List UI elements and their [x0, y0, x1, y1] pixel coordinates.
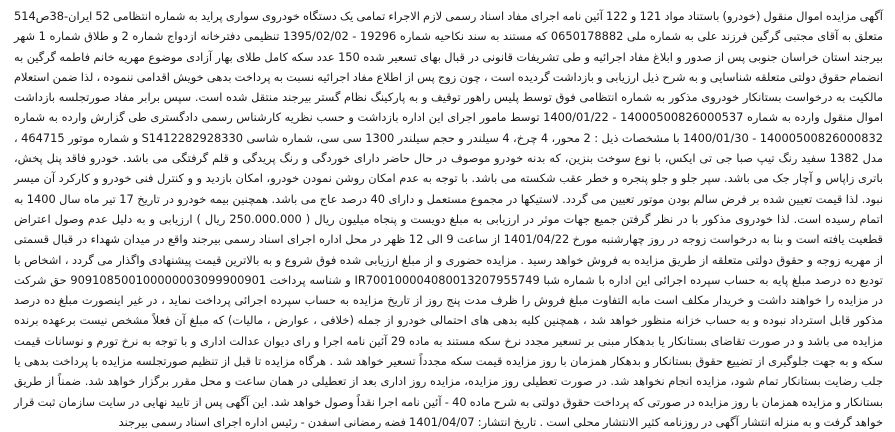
auction-notice-text: آگهی مزایده اموال منقول (خودرو) باستناد مواد 121 و 122 آئین نامه اجرای مفاد اسناد رسمی لازم الاجراء تمامی یک دستگاه خودروی سواری پراید به شماره انتظامی 52 ایران-38ص514 متعلق به آقای مجتبی گرگین فرزند علی به شماره ملی 0650178882 که مستند به سند نکاحیه شماره 19296 - 1395/02/02 تنظیمی دفترخانه ازدواج شماره 2 و طلاق شماره 1 شهر بیرجند استان خراسان جنوبی پس از صدور و ابلاغ مفاد اجرائیه و طی تشریفات قانونی در قبال بهای تسعیر شده 150 عدد سکه کامل طلای بهار آزادی موضوع مهریه خانم فاطمه گرگین به انضمام حقوق دولتی متعلقه شناسایی و به شرح ذیل ارزیابی و بازداشت گردیده است ، چون زوج پس از اطلاع مفاد اجرائیه نسبت به پرداخت بدهی خویش اقدامی ننموده ، لذا ضمن استعلام مالکیت به درخواست بستانکار خودروی مذکور به شماره انتظامی فوق توسط پلیس راهور توقیف و به پارکینگ نظام گستر بیرجند منتقل شده است. سپس برابر مفاد صورتجلسه بازداشت اموال منقول وارده به شماره 14000500826000537 - 1400/01/22 توسط مامور اجرای این اداره بازداشت و حسب نظریه کارشناس رسمی دادگستری طی گزارش وارده به شماره 14000500826000832 - 1400/01/30 با مشخصات ذیل : 2 محور، 4 چرخ، 4 سیلندر و حجم سیلندر 1300 سی سی، شماره شاسی S1412282928330 و شماره موتور 464715 ، مدل 1382 سفید رنگ تیپ صبا جی تی ایکس، با نوع سوخت بنزین، که بدنه خودرو موصوف در حال حاضر دارای خوردگی و رنگ پریدگی و قلم گرفتگی می باشد. خودرو فاقد پنل پخش، باتری زاپاس و آچار جک می باشد. سپر جلو و جلو پنجره و خطر عقب شکسته می باشد. با توجه به عدم امکان روشن نمودن خودرو، امکان بازدید و و کنترل فنی خودرو و کارکرد آن میسر نبود. لذا قیمت تعیین شده بر فرض سالم بودن موتور تعیین می گردد. لاستیکها در مجموع مستعمل و دارای 40 درصد عاج می باشد. همچنین بیمه خودرو در تاریخ 17 تیر ماه سال 1400 به اتمام رسیده است. لذا خودروی مذکور با در نظر گرفتن جمیع جهات موثر در ارزیابی به مبلغ دویست و پنجاه میلیون ریال ( 250.000.000 ریال ) ارزیابی و به دلیل عدم وصول اعتراض قطعیت یافته است و بنا به درخواست زوجه در روز چهارشنبه مورخ 1401/04/22 از ساعت 9 الی 12 ظهر در محل اداره اجرای اسناد رسمی بیرجند واقع در میدان شهداء در قبال قسمتی از مهریه زوجه و حقوق دولتی متعلقه از طریق مزایده به فروش خواهد رسید . مزایده حضوری و از مبلغ ارزیابی شده فوق شروع و به بالاترین قیمت پیشنهادی واگذار می گردد ، اشخاص با تودیع ده درصد مبلغ پایه به حساب سپرده اجرائی این اداره با شماره شبا IR700100004080013207955749 و شناسه پرداخت 909108500100000003099900901 حق شرکت در مزایده را خواهند داشت و خریدار مکلف است مابه التفاوت مبلغ فروش را ظرف مدت پنج روز از تاریخ مزایده به حساب سپرده اجرائی پرداخت نماید ، در غیر اینصورت مبلغ ده درصد مذکور قابل استرداد نبوده و به حساب خزانه منظور خواهد شد ، همچنین کلیه بدهی های احتمالی خودرو از جمله (خلافی ، عوارض ، مالیات) که مبلغ آن فعلاً مشخص نیست برعهده برنده مزایده می باشد و در صورت تقاضای بستانکار یا بدهکار مبنی بر تسعیر مجدد نرخ سکه مستند به ماده 29 آئین نامه اجرا و رای دیوان عدالت اداری و با توجه به نرخ تورم و نوسانات قیمت سکه و به جهت جلوگیری از تضییع حقوق بستانکار و بدهکار همزمان با روز مزایده قیمت سکه مجدداً تسعیر خواهد شد . هرگاه مزایده تا قبل از تنظیم صورتجلسه مزایده با پرداخت بدهی یا جلب رضایت بستانکار تمام شود، مزایده انجام نخواهد شد. در صورت تعطیلی روز مزایده، مزایده روز اداری بعد از تعطیلی در همان ساعت و محل مقرر برگزار خواهد شد. ضمناً از طریق بستانکار و مزایده همزمان با روز مزایده در صورتی که پرداخت حقوق دولتی به شرح ماده 40 - آئین نامه اجرا نقداً وصول خواهد شد. این آگهی پس از تایید نهایی در سایت سازمان ثبت قرار خواهد گرفت و به منزله انتشار آگهی در روزنامه کثیر الانتشار محلی است . تاریخ انتشار: 1401/04/07 فضه رمضانی اسفدن - رئیس اداره اجرای اسناد رسمی بیرجند: [14, 9, 884, 429]
